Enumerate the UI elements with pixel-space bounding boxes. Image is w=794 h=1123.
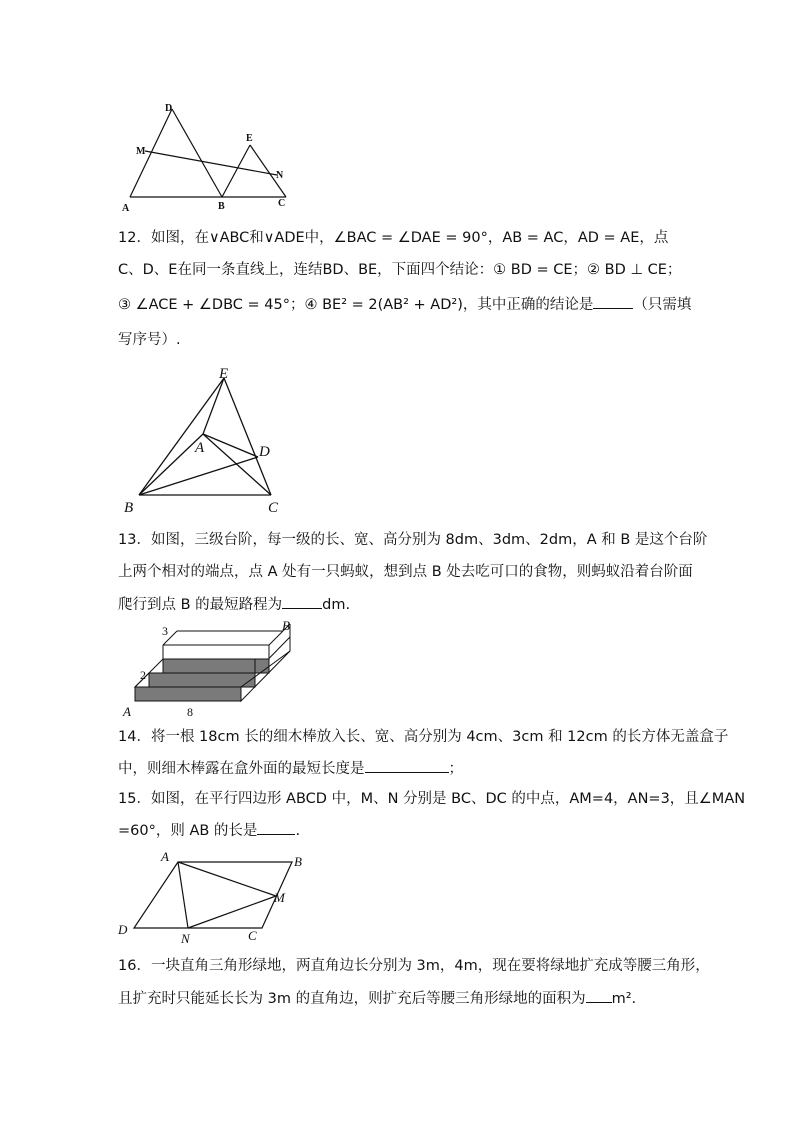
label-d: D (118, 922, 128, 937)
q13-line3-text: 爬行到点 B 的最短路程为 (118, 597, 283, 613)
q16-line2-text: 且扩充时只能延长长为 3m 的直角边，则扩充后等腰三角形绿地的面积为 (118, 991, 586, 1007)
q14-line2 (118, 758, 678, 779)
label-e: E (246, 133, 253, 144)
q12-line1: 12．如图，在∨ABC和∨ADE中，∠BAC = ∠DAE = 90°，AB = AC，AD = AE，点 (118, 230, 669, 246)
label-b: B (218, 201, 225, 212)
figure-triangles-dmn-svg (110, 95, 310, 215)
label-d: D (259, 444, 270, 460)
label-b: B (124, 500, 134, 516)
label-c: C (278, 198, 286, 209)
figure-triangles-dmn (110, 95, 310, 215)
q13-line1: 13．如图，三级台阶，每一级的长、宽、高分别为 8dm、3dm、2dm，A 和 B 是这个台阶 (118, 532, 708, 548)
q12-line4: 写序号）. (118, 332, 181, 348)
label-e: E (219, 366, 229, 382)
q12-line3-tail: （只需填 (633, 297, 692, 313)
figure-stairs-svg (115, 618, 305, 720)
q14-answer-blank (365, 758, 449, 773)
label-c: C (248, 928, 257, 943)
label-m: M (274, 890, 285, 905)
label-a: A (122, 203, 130, 214)
label-a: A (161, 849, 169, 864)
figure-parallelogram-svg (112, 848, 312, 946)
figure-parallelogram (112, 848, 312, 946)
q12-line3-text: ③ ∠ACE + ∠DBC = 45°；④ BE² = 2(AB² + AD²)，其中正确的结论是 (118, 297, 594, 313)
label-a: A (195, 440, 205, 456)
q16-line2 (118, 988, 678, 1009)
q16-line1: 16．一块直角三角形绿地，两直角边长分别为 3m，4m，现在要将绿地扩充成等腰三角形， (118, 958, 710, 974)
q12-answer-blank (593, 294, 633, 309)
q15-line2-text: =60°，则 AB 的长是 (118, 823, 258, 839)
label-height-2: 2 (140, 668, 146, 682)
figure-triangles-abcde-svg (115, 362, 295, 517)
label-b: B (294, 854, 302, 869)
label-width-3: 3 (162, 624, 168, 638)
label-a: A (123, 704, 131, 719)
q14-line2-tail: ； (448, 761, 463, 777)
label-n: N (276, 170, 284, 181)
label-d: D (165, 103, 173, 114)
q12-line2: C、D、E在同一条直线上，连结BD、BE，下面四个结论：① BD = CE；② BD ⊥ CE； (118, 262, 682, 278)
q13-line3-tail: dm. (322, 597, 351, 613)
q14-line2-text: 中，则细木棒露在盒外面的最短长度是 (118, 761, 365, 777)
figure-triangles-abcde (115, 362, 295, 517)
q16-line2-tail: m². (611, 991, 637, 1007)
q16-answer-blank (586, 988, 612, 1003)
q14-line1: 14．将一根 18cm 长的细木棒放入长、宽、高分别为 4cm、3cm 和 12cm 的长方体无盖盒子 (118, 729, 729, 745)
q15-answer-blank (257, 820, 295, 835)
label-n: N (181, 931, 190, 946)
q13-answer-blank (282, 594, 322, 609)
q15-line2-tail: . (295, 823, 301, 839)
figure-stairs (115, 618, 305, 720)
q15-line2 (118, 820, 678, 841)
q12-line3 (118, 294, 692, 315)
label-c: C (268, 500, 279, 516)
q15-line1: 15．如图，在平行四边形 ABCD 中，M、N 分别是 BC、DC 的中点，AM=4，AN=3，且∠MAN (118, 791, 746, 807)
q13-line3 (118, 594, 678, 615)
label-m: M (136, 146, 146, 157)
q13-line2: 上两个相对的端点，点 A 处有一只蚂蚁，想到点 B 处去吃可口的食物，则蚂蚁沿着台阶面 (118, 564, 693, 580)
label-b: B (282, 618, 290, 633)
label-length-8: 8 (187, 705, 193, 719)
